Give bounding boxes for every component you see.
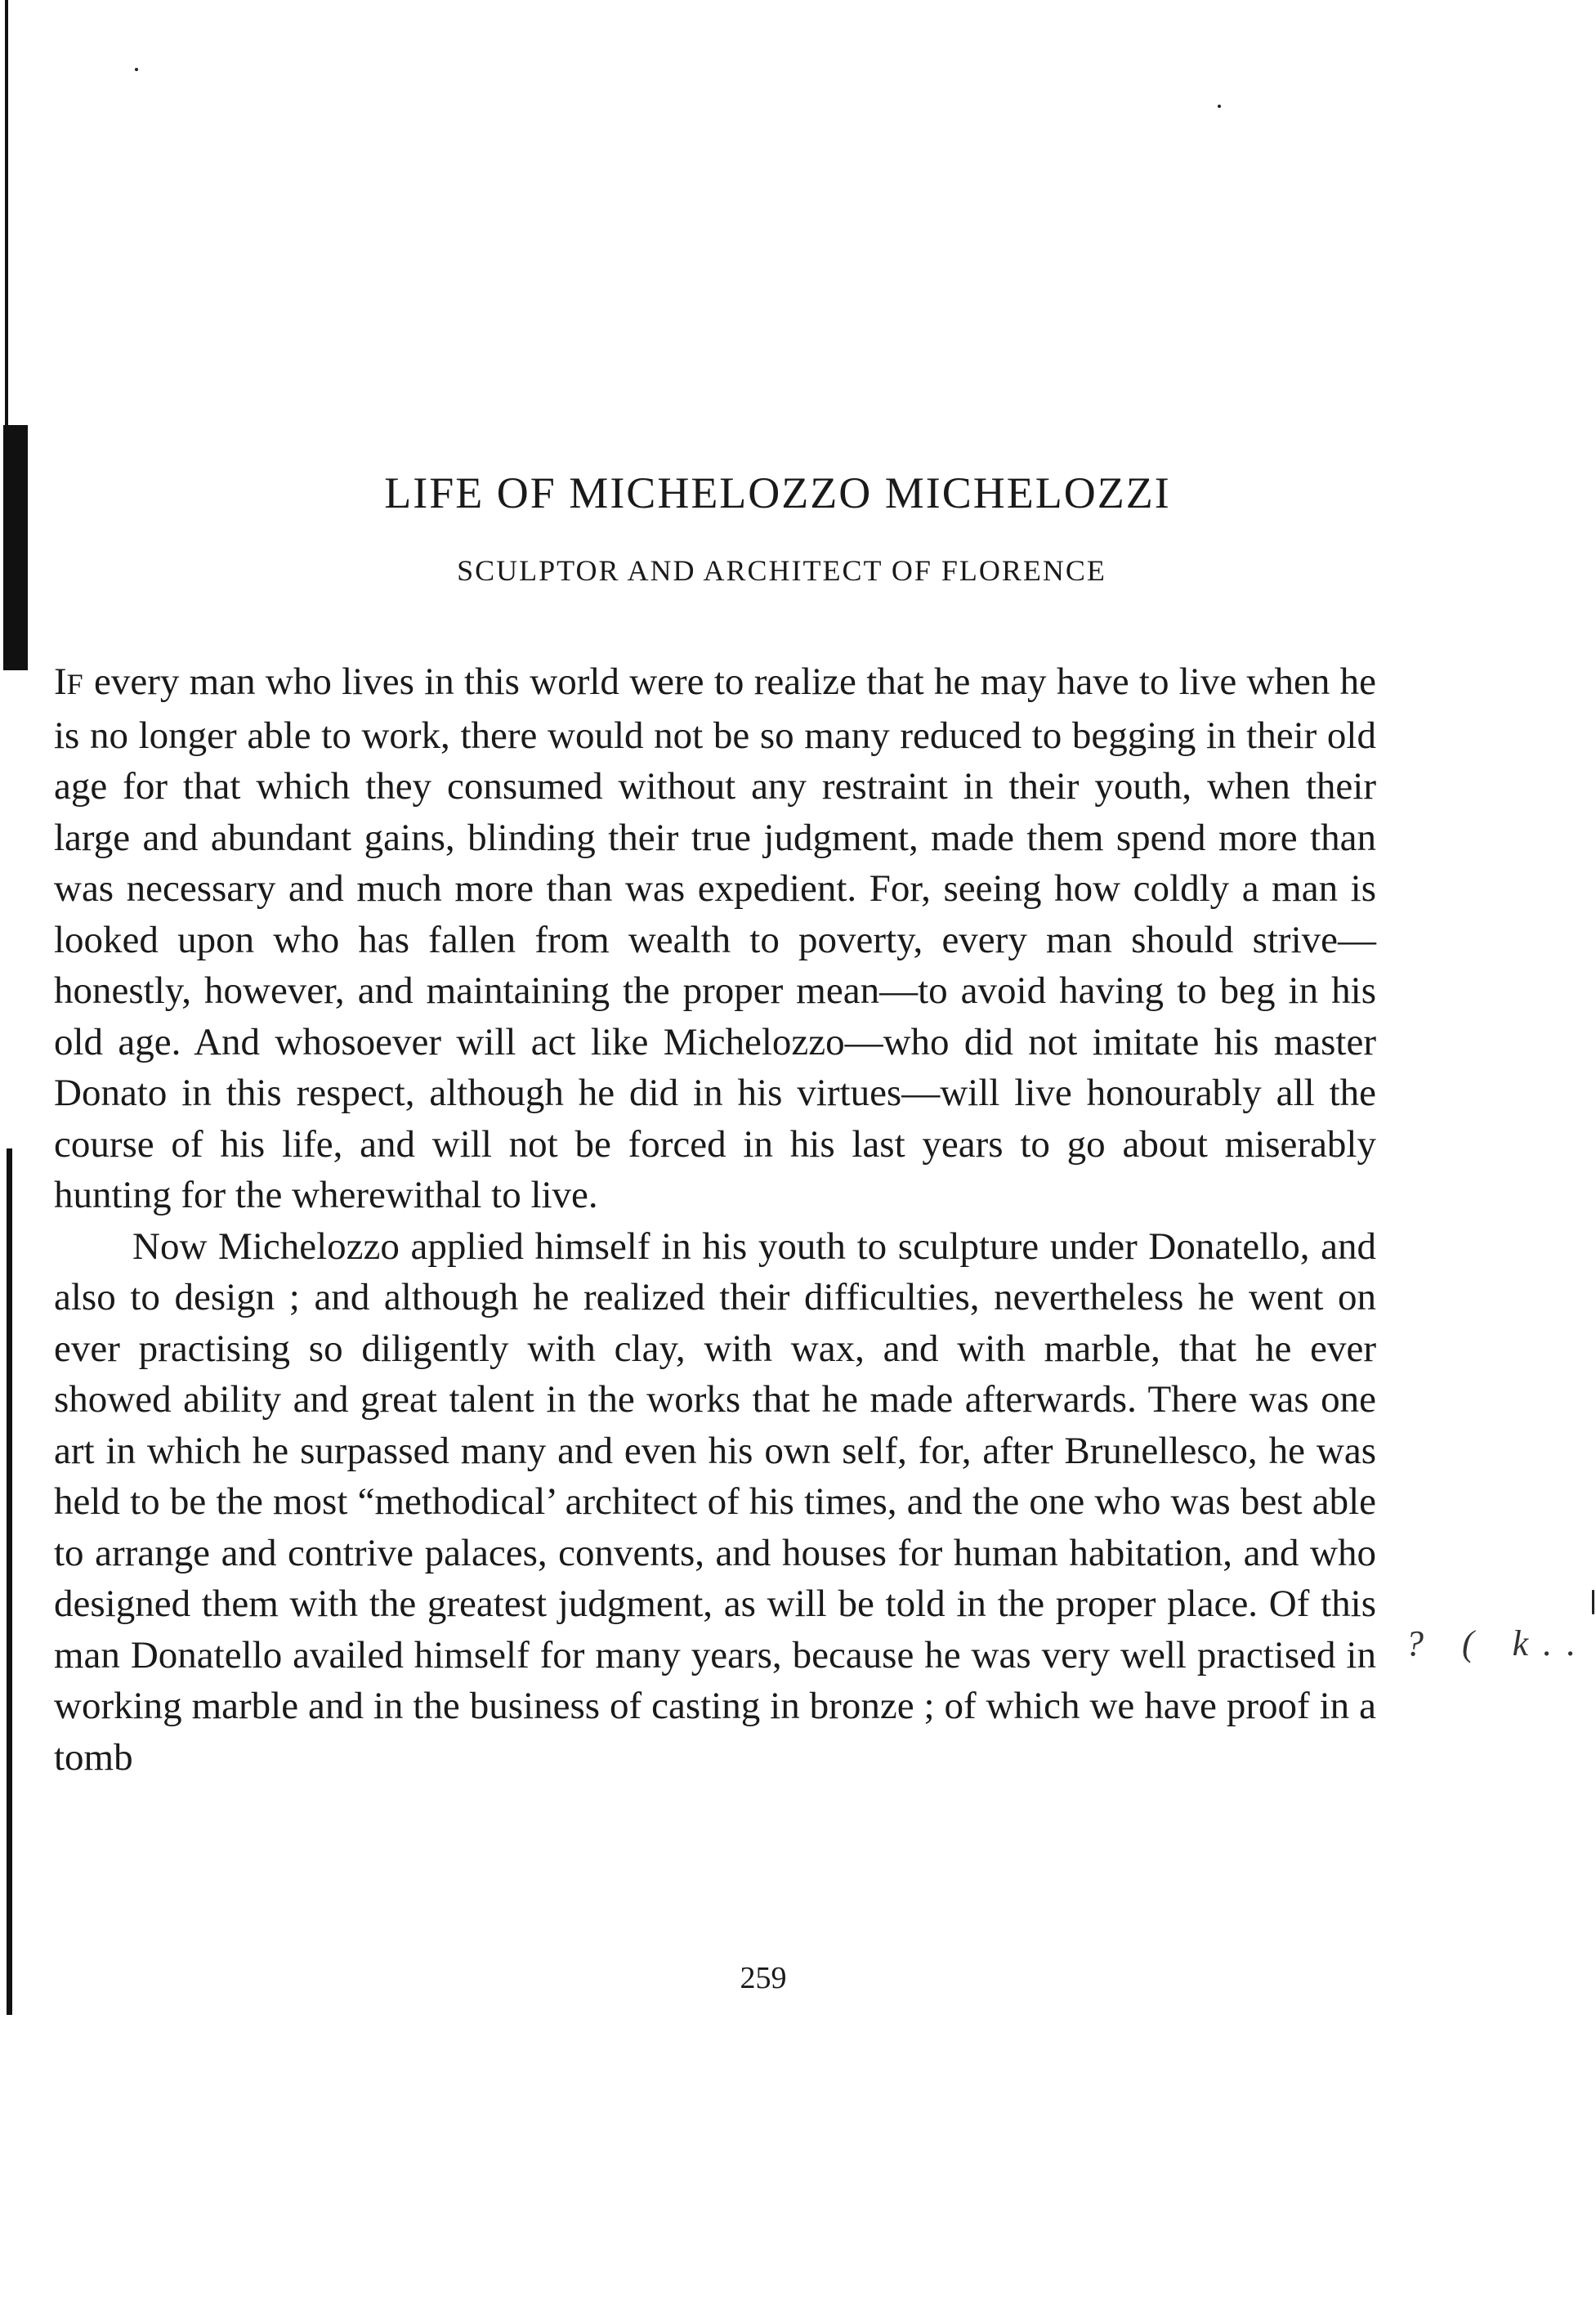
scan-speck: [135, 68, 138, 71]
chapter-subtitle: SCULPTOR AND ARCHITECT OF FLORENCE: [457, 554, 1106, 587]
scan-edge-mark: [5, 0, 8, 458]
chapter-title: LIFE OF MICHELOZZO MICHELOZZI: [384, 468, 1171, 517]
paragraph-2: [54, 1221, 1376, 1784]
paragraph-1: [54, 656, 1376, 1221]
dropcap-small: F: [66, 668, 84, 701]
paragraph-1-text: every man who lives in this world were to realize that he may have to live when he is no longer able to work, there would not be so many reduced to begging in their old age for that which they consumed without any restraint in their youth, when their large and abundant gains, blinding their true judgment, made them spend more than was necessary and much more than was expedient. For, seeing how coldly a man is looked upon who has fallen from wealth to poverty, every man should strive—honestly, however, and maintaining the proper mean—to avoid having to beg in his old age. And whosoever will act like Michelozzo—who did not imitate his master Donato in this respect, although he did in his virtues—will live honourably all the course of his life, and will not be forced in his last years to go about miserably hunting for the wherewithal to live.: [54, 660, 1376, 1216]
dropcap: I: [54, 660, 67, 703]
scan-edge-mark: [3, 425, 28, 670]
scan-speck: [1218, 105, 1221, 108]
page-number: 259: [740, 1961, 787, 1995]
handwritten-margin-note: ? ( k..: [1406, 1623, 1591, 1663]
paragraph-2-text: Now Michelozzo applied himself in his youth to sculpture under Donatello, and also to design ; and although he realized their difficulties, nevertheless he went on ever practising so diligently with clay, with wax, and with marble, that he ever showed ability and great talent in the works that he made afterwards. There was one art in which he surpassed many and even his own self, for, after Brunellesco, he was held to be the most “methodical’ architect of his times, and the one who was best able to arrange and contrive palaces, convents, and houses for human habitation, and who designed them with the greatest judgment, as will be told in the proper place. Of this man Donatello availed himself for many years, because he was very well practised in working marble and in the business of casting in bronze ; of which we have proof in a tomb: [54, 1224, 1376, 1779]
scan-edge-mark: [7, 1148, 12, 2015]
body-text: [54, 656, 1376, 1783]
scan-speck: [1592, 1590, 1594, 1614]
